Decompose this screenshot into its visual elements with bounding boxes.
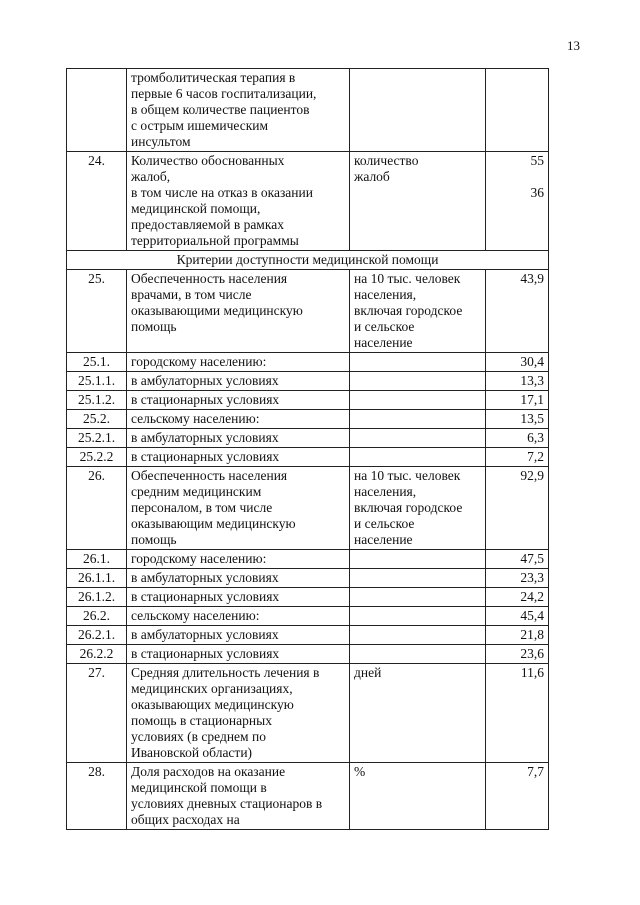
table-row	[67, 588, 549, 607]
table-row	[67, 467, 549, 550]
value-line: 13,3	[520, 373, 544, 388]
value-line: 30,4	[520, 354, 544, 369]
value-spacer	[490, 169, 544, 185]
criterion-name-line: Обеспеченность населения	[131, 468, 288, 483]
criterion-name-line: в амбулаторных условиях	[131, 430, 279, 445]
table-row	[67, 410, 549, 429]
value-line: 13,5	[520, 411, 544, 426]
criterion-name-line: в амбулаторных условиях	[131, 627, 279, 642]
criterion-name-line: персоналом, в том числе	[131, 500, 273, 515]
unit-of-measure	[350, 410, 486, 429]
criterion-name-line: в амбулаторных условиях	[131, 373, 279, 388]
unit-of-measure	[350, 569, 486, 588]
criterion-name	[127, 410, 350, 429]
unit-of-measure	[350, 645, 486, 664]
criterion-name-line: в общем количестве пациентов	[131, 102, 310, 117]
criterion-name-line: предоставляемой в рамках	[131, 217, 284, 232]
value-line: 7,7	[527, 764, 544, 779]
criterion-name-line: городскому населению:	[131, 354, 267, 369]
unit-line: количество	[354, 153, 419, 168]
criterion-name-line: оказывающим медицинскую	[131, 516, 296, 531]
criterion-name-line: в стационарных условиях	[131, 646, 280, 661]
criterion-name-line: Доля расходов на оказание	[131, 764, 286, 779]
target-value	[486, 448, 549, 467]
unit-of-measure	[350, 152, 486, 251]
row-number: 27.	[67, 664, 127, 763]
criterion-name-line: средним медицинским	[131, 484, 262, 499]
criterion-name	[127, 626, 350, 645]
criterion-name-line: условиях дневных стационаров в	[131, 796, 323, 811]
criterion-name-line: первые 6 часов госпитализации,	[131, 86, 317, 101]
row-number: 26.	[67, 467, 127, 550]
criterion-name-line: в стационарных условиях	[131, 392, 280, 407]
criterion-name-line: Ивановской области)	[131, 745, 253, 760]
criterion-name-line: Количество обоснованных	[131, 153, 285, 168]
row-number: 28.	[67, 763, 127, 830]
unit-of-measure	[350, 626, 486, 645]
target-value	[486, 391, 549, 410]
row-number: 25.1.2.	[67, 391, 127, 410]
criterion-name-line: жалоб,	[131, 169, 171, 184]
unit-of-measure	[350, 372, 486, 391]
table-row	[67, 664, 549, 763]
criterion-name-line: оказывающих медицинскую	[131, 697, 294, 712]
table-row	[67, 152, 549, 251]
criterion-name-line: Средняя длительность лечения в	[131, 665, 320, 680]
criterion-name-line: территориальной программы	[131, 233, 299, 248]
table-row	[67, 391, 549, 410]
criterion-name-line: медицинских организациях,	[131, 681, 293, 696]
criterion-name	[127, 550, 350, 569]
row-number: 25.2.2	[67, 448, 127, 467]
table-row	[67, 645, 549, 664]
criterion-name-line: Обеспеченность населения	[131, 271, 288, 286]
target-value	[486, 645, 549, 664]
criterion-name	[127, 152, 350, 251]
target-value	[486, 569, 549, 588]
value-line: 11,6	[520, 665, 544, 680]
criterion-name	[127, 448, 350, 467]
unit-of-measure	[350, 270, 486, 353]
unit-of-measure	[350, 391, 486, 410]
unit-of-measure	[350, 429, 486, 448]
criterion-name-line: сельскому населению:	[131, 411, 260, 426]
criterion-name-line: оказывающими медицинскую	[131, 303, 303, 318]
table-row	[67, 550, 549, 569]
target-value	[486, 69, 549, 152]
table-row	[67, 607, 549, 626]
criterion-name	[127, 763, 350, 830]
unit-line: на 10 тыс. человек	[354, 271, 461, 286]
criterion-name	[127, 467, 350, 550]
criterion-name-line: помощь	[131, 319, 177, 334]
target-value	[486, 588, 549, 607]
criterion-name-line: с острым ишемическим	[131, 118, 269, 133]
value-line: 23,3	[520, 570, 544, 585]
table-row	[67, 270, 549, 353]
table-row	[67, 626, 549, 645]
value-line: 7,2	[527, 449, 544, 464]
target-value	[486, 410, 549, 429]
row-number: 26.1.2.	[67, 588, 127, 607]
unit-line: населения,	[354, 287, 417, 302]
target-value	[486, 270, 549, 353]
table-row	[67, 429, 549, 448]
value-line: 21,8	[520, 627, 544, 642]
criterion-name-line: в том числе на отказ в оказании	[131, 185, 313, 200]
criterion-name-line: инсультом	[131, 134, 191, 149]
criterion-name-line: помощь в стационарных	[131, 713, 272, 728]
unit-line: включая городское	[354, 500, 463, 515]
row-number: 26.1.1.	[67, 569, 127, 588]
unit-line: и сельское	[354, 319, 415, 334]
unit-line: население	[354, 532, 413, 547]
unit-line: на 10 тыс. человек	[354, 468, 461, 483]
section-title: Критерии доступности медицинской помощи	[67, 251, 549, 270]
row-number: 24.	[67, 152, 127, 251]
row-number: 25.2.1.	[67, 429, 127, 448]
criterion-name-line: врачами, в том числе	[131, 287, 252, 302]
table-row	[67, 763, 549, 830]
criterion-name-line: сельскому населению:	[131, 608, 260, 623]
value-line: 92,9	[520, 468, 544, 483]
unit-of-measure	[350, 763, 486, 830]
table-row	[67, 448, 549, 467]
criterion-name	[127, 429, 350, 448]
row-number: 25.1.	[67, 353, 127, 372]
criterion-name-line: городскому населению:	[131, 551, 267, 566]
table-row	[67, 372, 549, 391]
table-row	[67, 69, 549, 152]
target-value	[486, 467, 549, 550]
unit-line: население	[354, 335, 413, 350]
unit-line: дней	[354, 665, 382, 680]
unit-line: жалоб	[354, 169, 390, 184]
criterion-name-line: в стационарных условиях	[131, 589, 280, 604]
value-line: 43,9	[520, 271, 544, 286]
unit-of-measure	[350, 664, 486, 763]
target-value	[486, 607, 549, 626]
row-number: 25.1.1.	[67, 372, 127, 391]
criterion-name-line: медицинской помощи в	[131, 780, 267, 795]
criteria-table	[66, 68, 549, 830]
unit-of-measure	[350, 69, 486, 152]
criterion-name-line: условиях (в среднем по	[131, 729, 266, 744]
target-value	[486, 763, 549, 830]
row-number	[67, 69, 127, 152]
criterion-name-line: в стационарных условиях	[131, 449, 280, 464]
criterion-name-line: помощь	[131, 532, 177, 547]
value-line: 55	[530, 153, 544, 168]
unit-line: населения,	[354, 484, 417, 499]
target-value	[486, 550, 549, 569]
criterion-name	[127, 391, 350, 410]
unit-of-measure	[350, 607, 486, 626]
target-value	[486, 372, 549, 391]
criterion-name	[127, 270, 350, 353]
target-value	[486, 664, 549, 763]
table-row	[67, 353, 549, 372]
value-line: 47,5	[520, 551, 544, 566]
value-line: 36	[530, 185, 544, 200]
criterion-name-line: общих расходах на	[131, 812, 240, 827]
section-header-row	[67, 251, 549, 270]
value-line: 23,6	[520, 646, 544, 661]
target-value	[486, 353, 549, 372]
criterion-name	[127, 588, 350, 607]
criterion-name-line: медицинской помощи,	[131, 201, 261, 216]
value-line: 6,3	[527, 430, 544, 445]
value-line: 45,4	[520, 608, 544, 623]
value-line: 17,1	[520, 392, 544, 407]
criterion-name	[127, 645, 350, 664]
page-number: 13	[567, 38, 580, 53]
target-value	[486, 152, 549, 251]
unit-line: и сельское	[354, 516, 415, 531]
criterion-name	[127, 372, 350, 391]
criterion-name	[127, 353, 350, 372]
target-value	[486, 429, 549, 448]
criterion-name-line: в амбулаторных условиях	[131, 570, 279, 585]
criterion-name	[127, 664, 350, 763]
unit-line: включая городское	[354, 303, 463, 318]
value-line: 24,2	[520, 589, 544, 604]
target-value	[486, 626, 549, 645]
table-body	[67, 69, 549, 830]
row-number: 25.2.	[67, 410, 127, 429]
unit-of-measure	[350, 550, 486, 569]
unit-line: %	[354, 764, 366, 779]
unit-of-measure	[350, 448, 486, 467]
row-number: 26.2.1.	[67, 626, 127, 645]
row-number: 26.2.	[67, 607, 127, 626]
criterion-name	[127, 569, 350, 588]
criterion-name	[127, 607, 350, 626]
row-number: 26.1.	[67, 550, 127, 569]
unit-of-measure	[350, 588, 486, 607]
criterion-name	[127, 69, 350, 152]
unit-of-measure	[350, 353, 486, 372]
row-number: 26.2.2	[67, 645, 127, 664]
criterion-name-line: тромболитическая терапия в	[131, 70, 296, 85]
row-number: 25.	[67, 270, 127, 353]
table-row	[67, 569, 549, 588]
unit-of-measure	[350, 467, 486, 550]
